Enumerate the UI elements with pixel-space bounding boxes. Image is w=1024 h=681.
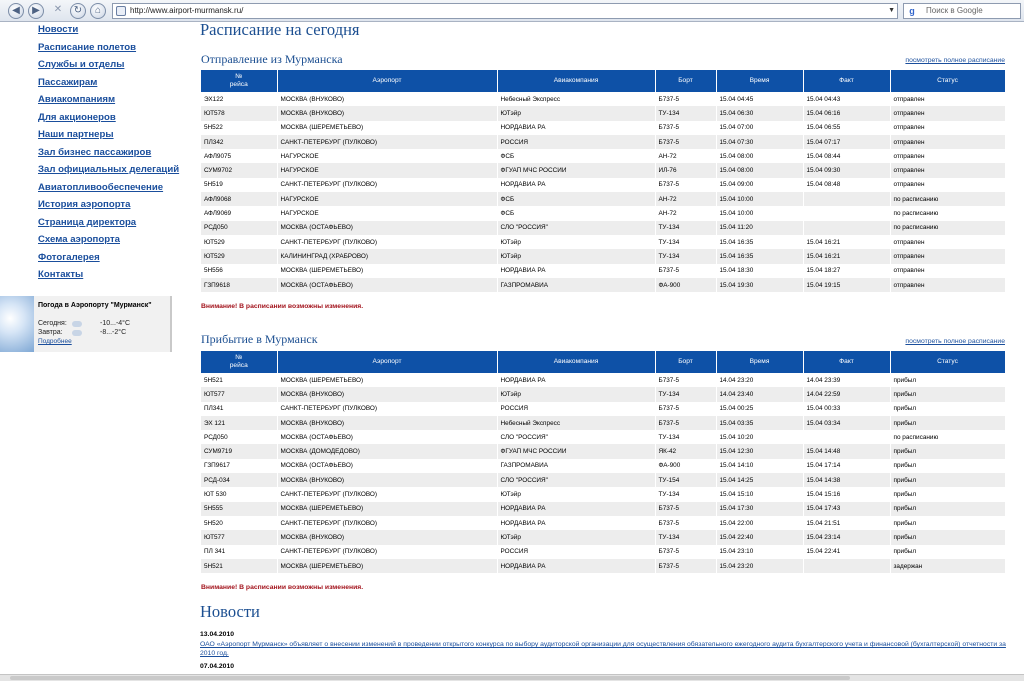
table-cell: 15.04 04:43	[803, 92, 890, 106]
table-cell: МОСКВА (ОСТАФЬЕВО)	[277, 221, 497, 235]
column-header: Авиакомпания	[497, 70, 655, 92]
table-cell: ЮТэйр	[497, 530, 655, 544]
table-cell: 15.04 07:00	[716, 121, 803, 135]
table-cell: МОСКВА (ШЕРЕМЕТЬЕВО)	[277, 264, 497, 278]
sidebar-item[interactable]: История аэропорта	[38, 199, 131, 210]
back-icon[interactable]: ◀	[8, 3, 24, 19]
table-cell: 15.04 21:51	[803, 516, 890, 530]
table-cell: отправлен	[890, 149, 1005, 163]
table-cell: ЭХ 121	[201, 416, 277, 430]
table-cell: 15.04 14:25	[716, 473, 803, 487]
table-cell: 5Н521	[201, 373, 277, 387]
table-cell	[803, 221, 890, 235]
table-cell: НАГУРСКОЕ	[277, 206, 497, 220]
departures-table	[201, 70, 1006, 292]
column-header: Время	[716, 351, 803, 373]
table-cell: ПЛ342	[201, 135, 277, 149]
sidebar-item[interactable]: Авиакомпаниям	[38, 94, 116, 105]
table-cell: отправлен	[890, 249, 1005, 263]
table-header-row	[201, 70, 1005, 92]
table-cell: ФА-900	[655, 278, 716, 292]
table-cell: Б737-5	[655, 502, 716, 516]
table-header-row	[201, 351, 1005, 373]
weather-today-value: -10...-4°C	[100, 320, 131, 327]
table-cell: ЯК-42	[655, 444, 716, 458]
table-cell: по расписанию	[890, 206, 1005, 220]
table-cell: АН-72	[655, 206, 716, 220]
table-cell: прибыл	[890, 402, 1005, 416]
weather-tomorrow-value: -8...-2°C	[100, 329, 127, 336]
table-cell: 15.04 10:00	[716, 192, 803, 206]
table-cell: ИЛ-76	[655, 163, 716, 177]
departures-full-schedule-link[interactable]: посмотреть полное расписание	[905, 57, 1005, 64]
table-row	[201, 459, 1005, 473]
news-title: Новости	[200, 602, 260, 621]
horizontal-scrollbar[interactable]	[0, 674, 1024, 681]
table-cell: 15.04 03:35	[716, 416, 803, 430]
table-cell: отправлен	[890, 264, 1005, 278]
table-row	[201, 135, 1005, 149]
sidebar-nav	[38, 24, 188, 287]
table-cell: Б737-5	[655, 516, 716, 530]
table-row	[201, 278, 1005, 292]
table-cell: ТУ-134	[655, 387, 716, 401]
table-cell: НОРДАВИА РА	[497, 516, 655, 530]
table-cell: ФА-900	[655, 459, 716, 473]
table-cell: ГАЗПРОМАВИА	[497, 459, 655, 473]
table-cell: 15.04 08:44	[803, 149, 890, 163]
table-cell: ФСБ	[497, 206, 655, 220]
table-cell: ГЗП9617	[201, 459, 277, 473]
table-row	[201, 430, 1005, 444]
table-cell: прибыл	[890, 502, 1005, 516]
table-cell: ТУ-134	[655, 530, 716, 544]
table-row	[201, 235, 1005, 249]
table-cell: САНКТ-ПЕТЕРБУРГ (ПУЛКОВО)	[277, 516, 497, 530]
table-cell: МОСКВА (ОСТАФЬЕВО)	[277, 459, 497, 473]
sidebar-item[interactable]: Зал официальных делегаций	[38, 164, 180, 175]
sidebar-item[interactable]: Фотогалерея	[38, 251, 100, 263]
table-cell: МОСКВА (ДОМОДЕДОВО)	[277, 444, 497, 458]
weather-today-label: Сегодня:	[38, 320, 67, 327]
table-cell: МОСКВА (ВНУКОВО)	[277, 106, 497, 120]
table-cell: НОРДАВИА РА	[497, 559, 655, 573]
table-cell: отправлен	[890, 178, 1005, 192]
table-cell: 15.04 22:00	[716, 516, 803, 530]
table-cell: 15.04 18:27	[803, 264, 890, 278]
table-row	[201, 473, 1005, 487]
table-row	[201, 444, 1005, 458]
table-cell: ЭХ122	[201, 92, 277, 106]
table-cell: задержан	[890, 559, 1005, 573]
sidebar-item[interactable]: Пассажирам	[38, 76, 98, 88]
table-cell: РОССИЯ	[497, 135, 655, 149]
table-cell: ФГУАП МЧС РОССИИ	[497, 163, 655, 177]
weather-image	[0, 296, 34, 352]
table-row	[201, 502, 1005, 516]
departures-warning: Внимание! В расписании возможны изменения.	[201, 303, 364, 310]
weather-more-link[interactable]: Подробнее	[38, 338, 72, 345]
table-cell: 15.04 06:55	[803, 121, 890, 135]
table-cell: 15.04 06:16	[803, 106, 890, 120]
table-cell: прибыл	[890, 473, 1005, 487]
weather-tomorrow-label: Завтра:	[38, 329, 63, 336]
table-cell	[803, 206, 890, 220]
table-cell: ЮТэйр	[497, 387, 655, 401]
arrivals-warning: Внимание! В расписании возможны изменения.	[201, 584, 364, 591]
table-cell: 15.04 23:20	[716, 559, 803, 573]
table-row	[201, 206, 1005, 220]
table-cell: 15.04 00:25	[716, 402, 803, 416]
table-cell: НОРДАВИА РА	[497, 373, 655, 387]
page-title: Расписание на сегодня	[200, 20, 360, 39]
table-cell: МОСКВА (ВНУКОВО)	[277, 530, 497, 544]
table-row	[201, 264, 1005, 278]
table-row	[201, 121, 1005, 135]
table-cell: Б737-5	[655, 559, 716, 573]
table-cell: 15.04 17:14	[803, 459, 890, 473]
table-cell: 15.04 08:00	[716, 149, 803, 163]
table-row	[201, 516, 1005, 530]
table-cell: НОРДАВИА РА	[497, 178, 655, 192]
table-cell: 14.04 23:40	[716, 387, 803, 401]
table-cell: ФГУАП МЧС РОССИИ	[497, 444, 655, 458]
table-cell: ТУ-134	[655, 221, 716, 235]
table-cell: отправлен	[890, 135, 1005, 149]
table-cell: 15.04 14:48	[803, 444, 890, 458]
table-cell: ЮТэйр	[497, 249, 655, 263]
table-cell: ГЗП9618	[201, 278, 277, 292]
table-cell: РСД050	[201, 430, 277, 444]
column-header: Статус	[890, 70, 1005, 92]
sidebar-item[interactable]: Наши партнеры	[38, 129, 114, 140]
table-row	[201, 545, 1005, 559]
table-cell: 15.04 08:48	[803, 178, 890, 192]
table-cell: отправлен	[890, 278, 1005, 292]
table-cell: 15.04 08:00	[716, 163, 803, 177]
column-header: Статус	[890, 351, 1005, 373]
table-cell: КАЛИНИНГРАД (ХРАБРОВО)	[277, 249, 497, 263]
table-cell: САНКТ-ПЕТЕРБУРГ (ПУЛКОВО)	[277, 235, 497, 249]
table-cell: 5Н521	[201, 559, 277, 573]
arrivals-table	[201, 351, 1006, 573]
table-cell: Небесный Экспресс	[497, 416, 655, 430]
table-cell: ЮТ577	[201, 387, 277, 401]
table-cell: МОСКВА (ВНУКОВО)	[277, 416, 497, 430]
column-header: № рейса	[201, 70, 277, 92]
table-cell: 15.04 22:40	[716, 530, 803, 544]
table-cell: прибыл	[890, 373, 1005, 387]
table-cell: 15.04 03:34	[803, 416, 890, 430]
table-cell: НОРДАВИА РА	[497, 264, 655, 278]
column-header: Факт	[803, 70, 890, 92]
table-cell: ЮТ578	[201, 106, 277, 120]
sidebar-item[interactable]: Схема аэропорта	[38, 234, 120, 245]
table-cell: ЮТэйр	[497, 235, 655, 249]
table-cell: Небесный Экспресс	[497, 92, 655, 106]
table-row	[201, 559, 1005, 573]
sidebar-item[interactable]: Службы и отделы	[38, 59, 125, 70]
scrollbar-thumb[interactable]	[10, 676, 850, 680]
table-cell: 15.04 07:17	[803, 135, 890, 149]
arrivals-full-schedule-link[interactable]: посмотреть полное расписание	[905, 338, 1005, 345]
table-cell: ТУ-134	[655, 106, 716, 120]
table-cell: 15.04 15:16	[803, 487, 890, 501]
column-header: Борт	[655, 70, 716, 92]
table-cell: ЮТ577	[201, 530, 277, 544]
table-cell: прибыл	[890, 444, 1005, 458]
browser-toolbar	[0, 0, 1024, 22]
table-cell: 15.04 19:30	[716, 278, 803, 292]
table-cell: 15.04 11:20	[716, 221, 803, 235]
column-header: Факт	[803, 351, 890, 373]
table-cell: МОСКВА (ШЕРЕМЕТЬЕВО)	[277, 559, 497, 573]
table-cell: по расписанию	[890, 430, 1005, 444]
weather-tomorrow	[38, 329, 127, 336]
news-date: 13.04.2010	[200, 631, 235, 638]
table-cell: прибыл	[890, 416, 1005, 430]
table-cell: прибыл	[890, 459, 1005, 473]
table-cell: 15.04 04:45	[716, 92, 803, 106]
column-header: № рейса	[201, 351, 277, 373]
table-cell: 15.04 09:30	[803, 163, 890, 177]
weather-title: Погода в Аэропорту "Мурманск"	[38, 302, 152, 309]
sidebar-item[interactable]: Для акционеров	[38, 111, 116, 123]
table-cell: 15.04 19:15	[803, 278, 890, 292]
table-cell: АН-72	[655, 192, 716, 206]
search-placeholder[interactable]: Поиск в Google	[926, 6, 983, 15]
table-cell: НАГУРСКОЕ	[277, 192, 497, 206]
table-cell: 15.04 00:33	[803, 402, 890, 416]
table-cell: СЛО "РОССИЯ"	[497, 221, 655, 235]
table-cell: 15.04 17:43	[803, 502, 890, 516]
table-cell	[803, 559, 890, 573]
table-cell: 15.04 18:30	[716, 264, 803, 278]
news-link[interactable]: ОАО «Аэропорт Мурманск» объявляет о внесении изменений в проведении открытого конкурса по выбору аудиторской организации для осуществления обязательного ежегодного аудита бухгалтерского учета и финансовой (бухгалтерской) отчетности за 2010 год.	[200, 641, 1006, 657]
table-cell: АФЛ9068	[201, 192, 277, 206]
table-cell: 15.04 16:35	[716, 235, 803, 249]
column-header: Аэропорт	[277, 351, 497, 373]
table-cell: СУМ9719	[201, 444, 277, 458]
table-cell: ЮТ 530	[201, 487, 277, 501]
departures-title: Отправление из Мурманска	[201, 52, 343, 66]
sidebar-item[interactable]: Новости	[38, 24, 79, 35]
table-cell: ЮТ529	[201, 235, 277, 249]
table-cell: ПЛ341	[201, 402, 277, 416]
table-cell: МОСКВА (ВНУКОВО)	[277, 92, 497, 106]
table-cell: МОСКВА (ОСТАФЬЕВО)	[277, 278, 497, 292]
table-cell: 15.04 23:14	[803, 530, 890, 544]
table-cell: Б737-5	[655, 92, 716, 106]
table-cell: САНКТ-ПЕТЕРБУРГ (ПУЛКОВО)	[277, 487, 497, 501]
table-row	[201, 163, 1005, 177]
table-row	[201, 249, 1005, 263]
table-cell: СУМ9702	[201, 163, 277, 177]
table-cell: 15.04 12:30	[716, 444, 803, 458]
google-icon: g	[909, 6, 915, 16]
table-row	[201, 106, 1005, 120]
table-cell: Б737-5	[655, 545, 716, 559]
table-cell: САНКТ-ПЕТЕРБУРГ (ПУЛКОВО)	[277, 402, 497, 416]
table-cell: РОССИЯ	[497, 545, 655, 559]
sidebar-item[interactable]: Зал бизнес пассажиров	[38, 146, 152, 158]
table-cell: 14.04 23:20	[716, 373, 803, 387]
table-cell: 15.04 14:10	[716, 459, 803, 473]
table-cell: 15.04 15:10	[716, 487, 803, 501]
table-cell: САНКТ-ПЕТЕРБУРГ (ПУЛКОВО)	[277, 545, 497, 559]
weather-today	[38, 320, 131, 327]
chevron-down-icon[interactable]: ▼	[888, 7, 895, 14]
table-row	[201, 387, 1005, 401]
table-cell: прибыл	[890, 516, 1005, 530]
table-cell: 15.04 23:10	[716, 545, 803, 559]
table-cell	[803, 430, 890, 444]
table-cell: СЛО "РОССИЯ"	[497, 473, 655, 487]
table-cell: 15.04 10:00	[716, 206, 803, 220]
forward-icon[interactable]: ▶	[28, 3, 44, 19]
address-bar[interactable]	[112, 3, 898, 19]
table-row	[201, 402, 1005, 416]
table-row	[201, 149, 1005, 163]
table-cell: прибыл	[890, 530, 1005, 544]
refresh-icon[interactable]: ↻	[70, 3, 86, 19]
table-cell: ТУ-134	[655, 235, 716, 249]
table-cell: ЮТэйр	[497, 106, 655, 120]
table-cell: ЮТэйр	[497, 487, 655, 501]
table-cell: Б737-5	[655, 373, 716, 387]
table-cell: 15.04 16:21	[803, 249, 890, 263]
table-row	[201, 221, 1005, 235]
table-cell: 15.04 10:20	[716, 430, 803, 444]
table-cell: 5Н520	[201, 516, 277, 530]
table-cell: МОСКВА (ОСТАФЬЕВО)	[277, 430, 497, 444]
table-cell: МОСКВА (ШЕРЕМЕТЬЕВО)	[277, 121, 497, 135]
stop-icon[interactable]: ✕	[53, 4, 63, 15]
sidebar-item[interactable]: Расписание полетов	[38, 41, 137, 53]
table-cell: прибыл	[890, 387, 1005, 401]
sidebar-item[interactable]: Авиатопливообеспечение	[38, 181, 164, 193]
sidebar-item[interactable]: Страница директора	[38, 216, 137, 228]
weather-widget	[0, 296, 172, 352]
table-cell: ПЛ 341	[201, 545, 277, 559]
table-row	[201, 416, 1005, 430]
table-cell: Б737-5	[655, 121, 716, 135]
table-cell: ЮТ529	[201, 249, 277, 263]
table-cell: МОСКВА (ВНУКОВО)	[277, 473, 497, 487]
table-cell: 5Н555	[201, 502, 277, 516]
table-cell: НОРДАВИА РА	[497, 502, 655, 516]
table-cell: ТУ-134	[655, 487, 716, 501]
table-cell: НОРДАВИА РА	[497, 121, 655, 135]
table-cell: отправлен	[890, 92, 1005, 106]
table-cell: отправлен	[890, 106, 1005, 120]
table-row	[201, 487, 1005, 501]
table-cell: САНКТ-ПЕТЕРБУРГ (ПУЛКОВО)	[277, 135, 497, 149]
table-cell: 14.04 23:39	[803, 373, 890, 387]
table-row	[201, 92, 1005, 106]
table-cell: ФСБ	[497, 192, 655, 206]
table-cell: отправлен	[890, 163, 1005, 177]
table-row	[201, 178, 1005, 192]
cloud-icon	[72, 330, 82, 336]
table-cell: ГАЗПРОМАВИА	[497, 278, 655, 292]
table-cell: СЛО "РОССИЯ"	[497, 430, 655, 444]
table-cell: ФСБ	[497, 149, 655, 163]
google-search-box[interactable]	[903, 3, 1021, 19]
table-cell: 15.04 14:38	[803, 473, 890, 487]
table-cell: ТУ-134	[655, 430, 716, 444]
arrivals-title: Прибытие в Мурманск	[201, 332, 318, 346]
table-cell: Б737-5	[655, 402, 716, 416]
table-cell: РОССИЯ	[497, 402, 655, 416]
table-cell: 15.04 06:30	[716, 106, 803, 120]
table-cell: ТУ-134	[655, 249, 716, 263]
table-cell: АФЛ9069	[201, 206, 277, 220]
address-url[interactable]: http://www.airport-murmansk.ru/	[130, 6, 244, 15]
table-cell: 5Н556	[201, 264, 277, 278]
table-cell: 15.04 16:35	[716, 249, 803, 263]
table-cell: по расписанию	[890, 192, 1005, 206]
cloud-icon	[72, 321, 82, 327]
table-cell: по расписанию	[890, 221, 1005, 235]
column-header: Авиакомпания	[497, 351, 655, 373]
table-row	[201, 373, 1005, 387]
table-cell: Б737-5	[655, 416, 716, 430]
column-header: Аэропорт	[277, 70, 497, 92]
page-icon	[116, 6, 126, 16]
table-cell: отправлен	[890, 235, 1005, 249]
column-header: Время	[716, 70, 803, 92]
table-cell: 15.04 07:30	[716, 135, 803, 149]
table-cell: Б737-5	[655, 135, 716, 149]
table-cell: АН-72	[655, 149, 716, 163]
table-cell: РСД050	[201, 221, 277, 235]
table-cell: МОСКВА (ВНУКОВО)	[277, 387, 497, 401]
table-cell	[803, 192, 890, 206]
table-cell: 15.04 22:41	[803, 545, 890, 559]
table-cell: Б737-5	[655, 178, 716, 192]
table-cell: прибыл	[890, 487, 1005, 501]
table-cell: САНКТ-ПЕТЕРБУРГ (ПУЛКОВО)	[277, 178, 497, 192]
table-cell: 15.04 17:30	[716, 502, 803, 516]
table-row	[201, 192, 1005, 206]
table-cell: МОСКВА (ШЕРЕМЕТЬЕВО)	[277, 373, 497, 387]
table-cell: 15.04 16:21	[803, 235, 890, 249]
table-cell: 5Н519	[201, 178, 277, 192]
table-cell: РСД-034	[201, 473, 277, 487]
table-cell: АФЛ9075	[201, 149, 277, 163]
table-cell: отправлен	[890, 121, 1005, 135]
sidebar-item[interactable]: Контакты	[38, 269, 84, 280]
table-cell: ТУ-154	[655, 473, 716, 487]
table-cell: прибыл	[890, 545, 1005, 559]
table-cell: Б737-5	[655, 264, 716, 278]
column-header: Борт	[655, 351, 716, 373]
news-date: 07.04.2010	[200, 663, 235, 670]
table-row	[201, 530, 1005, 544]
table-cell: МОСКВА (ШЕРЕМЕТЬЕВО)	[277, 502, 497, 516]
table-cell: 14.04 22:59	[803, 387, 890, 401]
table-cell: НАГУРСКОЕ	[277, 163, 497, 177]
table-cell: 5Н522	[201, 121, 277, 135]
table-cell: 15.04 09:00	[716, 178, 803, 192]
home-icon[interactable]: ⌂	[90, 3, 106, 19]
table-cell: НАГУРСКОЕ	[277, 149, 497, 163]
